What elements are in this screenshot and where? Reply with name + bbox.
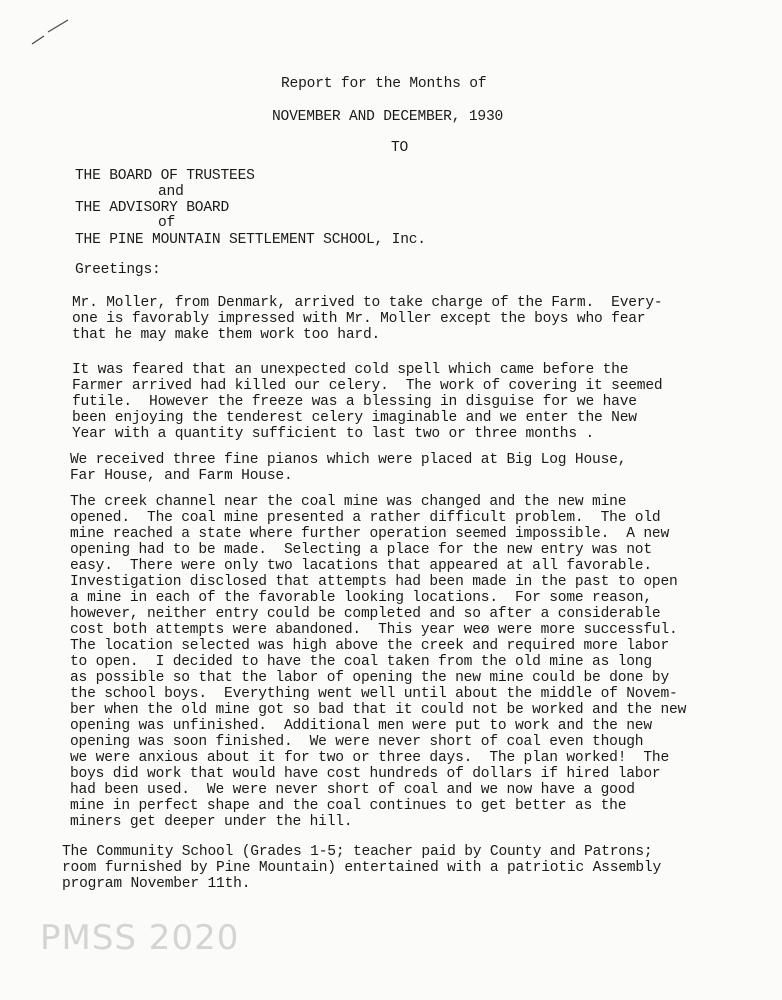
address-line: THE PINE MOUNTAIN SETTLEMENT SCHOOL, Inc. <box>75 232 426 248</box>
body-line: Investigation disclosed that attempts had been made in the past to open <box>70 574 678 590</box>
body-line: opened. The coal mine presented a rather difficult problem. The old <box>70 510 661 526</box>
address-line: THE ADVISORY BOARD <box>75 200 230 216</box>
body-line: Farmer arrived had killed our celery. The work of covering it seemed <box>72 378 663 394</box>
body-line: ber when the old mine got so bad that it could not be worked and the new <box>70 702 687 718</box>
report-months: NOVEMBER AND DECEMBER, 1930 <box>272 109 504 125</box>
body-line: opening was soon finished. We were never short of coal even though <box>70 734 644 750</box>
body-line: program November 11th. <box>62 876 251 892</box>
body-line: we were anxious about it for two or three days. The plan worked! The <box>70 750 670 766</box>
body-line: easy. There were only two lacations that appeared at all favorable. <box>70 558 652 574</box>
address-line: of <box>158 215 176 231</box>
body-line: that he may make them work too hard. <box>72 327 381 343</box>
body-line: futile. However the freeze was a blessing in disguise for we have <box>72 394 637 410</box>
greeting: Greetings: <box>75 262 161 278</box>
body-line: opening was unfinished. Additional men were put to work and the new <box>70 718 652 734</box>
pen-mark <box>30 18 70 48</box>
body-line: boys did work that would have cost hundreds of dollars if hired labor <box>70 766 661 782</box>
body-line: It was feared that an unexpected cold spell which came before the <box>72 362 629 378</box>
report-to: TO <box>391 140 409 156</box>
body-line: opening had to be made. Selecting a place for the new entry was not <box>70 542 652 558</box>
body-line: a mine in each of the favorable looking locations. For some reason, <box>70 590 652 606</box>
body-line: The location selected was high above the creek and required more labor <box>70 638 670 654</box>
body-line: been enjoying the tenderest celery imaginable and we enter the New <box>72 410 637 426</box>
body-line: one is favorably impressed with Mr. Moller except the boys who fear <box>72 311 646 327</box>
body-line: miners get deeper under the hill. <box>70 814 353 830</box>
body-line: room furnished by Pine Mountain) entertained with a patriotic Assembly <box>62 860 662 876</box>
body-line: Far House, and Farm House. <box>70 468 293 484</box>
address-line: THE BOARD OF TRUSTEES <box>75 168 255 184</box>
watermark: PMSS 2020 <box>40 918 240 958</box>
address-line: and <box>158 184 184 200</box>
body-line: to open. I decided to have the coal taken from the old mine as long <box>70 654 652 670</box>
body-line: Mr. Moller, from Denmark, arrived to take charge of the Farm. Every- <box>72 295 663 311</box>
body-line: The Community School (Grades 1-5; teacher paid by County and Patrons; <box>62 844 653 860</box>
body-line: mine reached a state where further operation seemed impossible. A new <box>70 526 670 542</box>
body-line: Year with a quantity sufficient to last two or three months . <box>72 426 595 442</box>
body-line: cost both attempts were abandoned. This year weø were more successful. <box>70 622 678 638</box>
body-line: The creek channel near the coal mine was changed and the new mine <box>70 494 627 510</box>
body-line: the school boys. Everything went well until about the middle of Novem- <box>70 686 678 702</box>
body-line: however, neither entry could be completed and so after a considerable <box>70 606 661 622</box>
body-line: as possible so that the labor of opening the new mine could be done by <box>70 670 670 686</box>
body-line: had been used. We were never short of coal and we now have a good <box>70 782 635 798</box>
report-title: Report for the Months of <box>281 76 487 92</box>
body-line: We received three fine pianos which were placed at Big Log House, <box>70 452 627 468</box>
body-line: mine in perfect shape and the coal continues to get better as the <box>70 798 627 814</box>
